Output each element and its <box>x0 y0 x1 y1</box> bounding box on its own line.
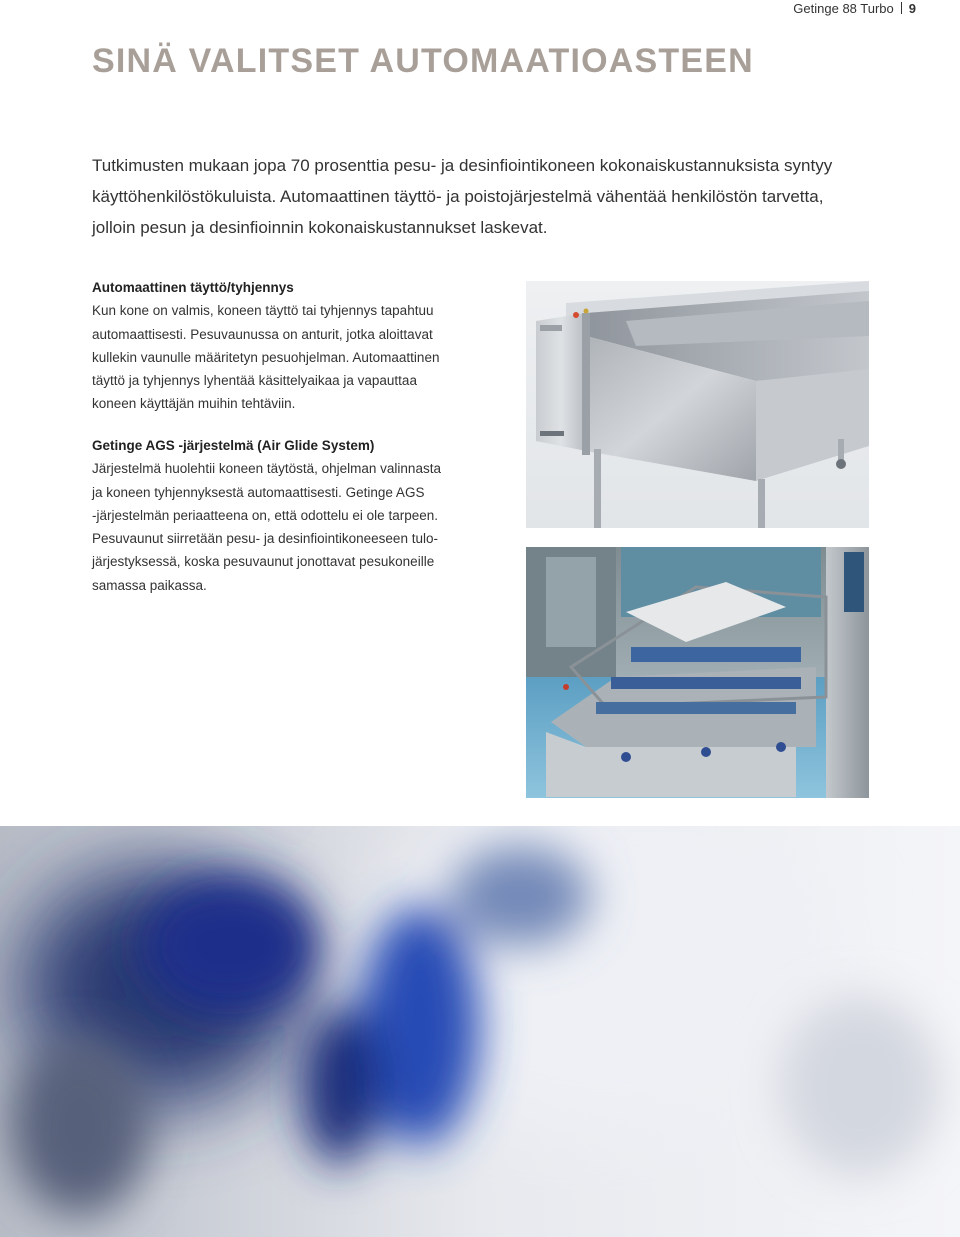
section-line: -järjestelmän periaatteena on, että odottelu ei ole tarpeen. <box>92 507 438 523</box>
page-title: SINÄ VALITSET AUTOMAATIOASTEEN <box>92 42 754 80</box>
section-line: täyttö ja tyhjennys lyhentää käsittelyaikaa ja vapauttaa <box>92 373 417 389</box>
intro-line: jolloin pesun ja desinfioinnin kokonaiskustannukset laskevat. <box>92 218 548 237</box>
photo-loading-unit <box>526 281 869 528</box>
section-auto-fill <box>92 276 502 416</box>
section-line: samassa paikassa. <box>92 577 207 593</box>
intro-line: Tutkimusten mukaan jopa 70 prosenttia pesu- ja desinfiointikoneen kokonaiskustannuksista syntyy <box>92 156 833 175</box>
section-line: järjestyksessä, koska pesuvaunut jonottavat pesukoneille <box>92 554 435 570</box>
section-line: Järjestelmä huolehtii koneen täytöstä, ohjelman valinnasta <box>92 461 441 477</box>
section-line: Kun kone on valmis, koneen täyttö tai tyhjennys tapahtuu <box>92 303 434 319</box>
brand-label: Getinge 88 Turbo <box>793 0 894 16</box>
section-heading: Automaattinen täyttö/tyhjennys <box>92 280 294 295</box>
photo-blurred-closeup <box>0 826 960 1237</box>
section-line: Pesuvaunut siirretään pesu- ja desinfiointikoneeseen tulo- <box>92 531 438 547</box>
section-line: koneen käyttäjän muihin tehtäviin. <box>92 396 296 412</box>
page-header <box>793 0 916 16</box>
header-divider <box>901 2 902 14</box>
photo-washer-racks <box>526 547 869 798</box>
section-line: automaattisesti. Pesuvaunussa on anturit, jotka aloittavat <box>92 326 433 342</box>
section-heading: Getinge AGS -järjestelmä (Air Glide System) <box>92 438 375 453</box>
section-line: kullekin vaunulle määritetyn pesuohjelman. Automaattinen <box>92 349 440 365</box>
section-line: ja koneen tyhjennyksestä automaattisesti. Getinge AGS <box>92 484 425 500</box>
intro-line: käyttöhenkilöstökuluista. Automaattinen täyttö- ja poistojärjestelmä vähentää henkilöstön tarvetta, <box>92 187 824 206</box>
intro-paragraph <box>92 150 852 243</box>
section-ags <box>92 434 502 597</box>
page-number: 9 <box>908 0 916 16</box>
